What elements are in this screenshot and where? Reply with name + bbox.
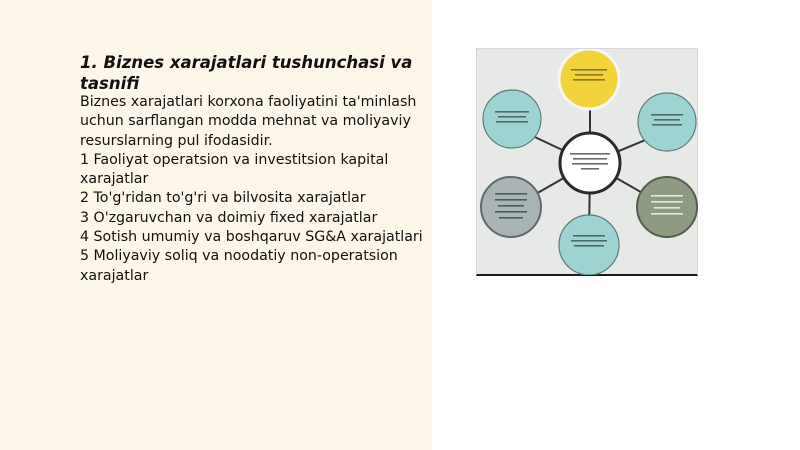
list-item: 2 To'g'ridan to'g'ri va bilvosita xarajatlar: [80, 190, 366, 207]
list-item: 5 Moliyaviy soliq va noodatiy non-operatsion xarajatlar: [80, 248, 398, 284]
node-bottom: [559, 215, 619, 275]
list-item: 1 Faoliyat operatsion va investitsion kapital xarajatlar: [80, 151, 389, 188]
list-item: 3 O'zgaruvchan va doimiy fixed xarajatlar: [80, 209, 378, 226]
intro-paragraph: Biznes xarajatlari korxona faoliyatini ta'minlash uchun sarflangan modda mehnat va moliyaviy resurslarning pul ifodasidir.: [80, 94, 417, 149]
node-top: [559, 49, 619, 109]
slide-body: [80, 93, 425, 286]
node-lower-right: [637, 177, 697, 237]
list-item: 4 Sotish umumiy va boshqaruv SG&A xarajatlari: [80, 229, 423, 246]
diagram-svg: [477, 49, 699, 275]
node-lower-left: [481, 177, 541, 237]
node-upper-right: [638, 93, 696, 151]
classification-diagram: [476, 48, 698, 276]
node-upper-left: [483, 90, 541, 148]
node-center: [560, 133, 620, 193]
slide-title: 1. Biznes xarajatlari tushunchasi va tasnifi: [80, 53, 413, 93]
